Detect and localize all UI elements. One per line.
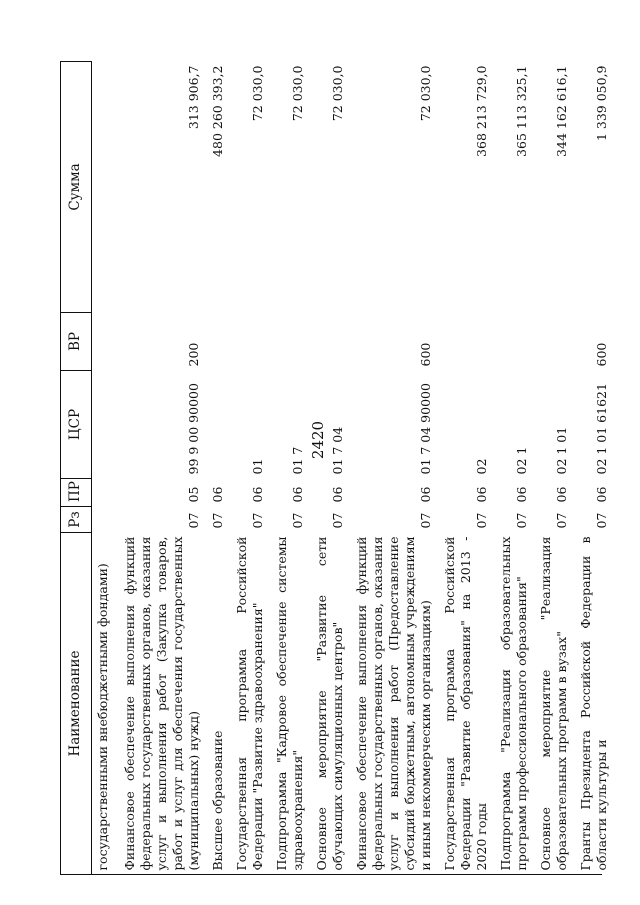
cell-vr — [273, 313, 313, 371]
cell-vr — [497, 313, 537, 371]
cell-rz: 07 — [210, 512, 225, 529]
cell-vr — [313, 313, 353, 371]
cell-pr: 06 — [250, 486, 265, 503]
cell-csr — [209, 371, 233, 479]
cell-csr: 02 1 — [514, 446, 529, 475]
cell-name: Государственная программа Российской Федерации "Развитие здравоохранения" — [234, 536, 265, 871]
cell-name: Финансовое обеспечение выполнения функций федеральных государственных органов, оказания услуг и выполнения работ (Закупка товаров, работ и услуг для обеспечения государственных (муниципальных) нужд) — [122, 536, 201, 871]
table-row — [92, 62, 122, 875]
budget-table — [60, 61, 617, 875]
cell-name: Государственная программа Российской Федерации "Развитие образования" на 2013 - 2020 годы — [442, 536, 489, 871]
header-pr: ПР — [61, 479, 92, 507]
table-header-row — [61, 62, 92, 875]
cell-rz: 07 — [330, 512, 345, 529]
table-row — [353, 62, 441, 875]
cell-sum: 72 030,0 — [290, 65, 305, 122]
cell-name: Основное мероприятие "Реализация образовательных программ в вузах" — [538, 536, 569, 871]
cell-vr — [92, 313, 122, 371]
cell-sum: 365 113 325,1 — [514, 65, 529, 157]
cell-csr: 02 1 01 — [554, 426, 569, 475]
cell-vr — [537, 313, 577, 371]
cell-vr — [441, 313, 497, 371]
table-row — [209, 62, 233, 875]
budget-table-container — [60, 62, 609, 875]
cell-rz: 07 — [250, 512, 265, 529]
cell-csr: 02 1 01 61621 — [594, 383, 609, 475]
cell-vr: 200 — [186, 342, 201, 367]
cell-name: государственными внебюджетными фондами) — [95, 563, 110, 871]
cell-csr — [92, 371, 122, 479]
header-rz: Рз — [61, 507, 92, 533]
header-sum: Сумма — [61, 62, 92, 313]
cell-rz: 07 — [514, 512, 529, 529]
cell-pr: 06 — [554, 486, 569, 503]
page-number: 2420 — [309, 420, 327, 460]
cell-name: Подпрограмма "Кадровое обеспечение системы здравоохранения" — [274, 536, 305, 871]
cell-rz: 07 — [474, 512, 489, 529]
cell-vr: 600 — [418, 342, 433, 367]
table-left-border — [90, 874, 602, 875]
table-row — [313, 62, 353, 875]
table-row — [273, 62, 313, 875]
cell-csr: 01 7 04 — [330, 426, 345, 475]
table-row — [537, 62, 577, 875]
cell-rz: 07 — [290, 512, 305, 529]
cell-name: Финансовое обеспечение выполнения функций федеральных государственных органов, оказания услуг и выполнения работ (Предоставление субсидий бюджетным, автономным учреждениям и иным некоммерческим организациям) — [354, 536, 433, 871]
header-vr: ВР — [61, 313, 92, 371]
cell-pr: 06 — [474, 486, 489, 503]
cell-sum: 1 339 050,9 — [594, 65, 609, 142]
cell-csr: 01 7 — [290, 446, 305, 475]
table-row — [497, 62, 537, 875]
cell-sum — [92, 62, 122, 313]
cell-vr: 600 — [594, 342, 609, 367]
cell-pr: 06 — [330, 486, 345, 503]
cell-pr: 06 — [594, 486, 609, 503]
cell-pr: 05 — [186, 486, 201, 503]
cell-pr: 06 — [514, 486, 529, 503]
cell-vr — [233, 313, 273, 371]
cell-pr: 06 — [418, 486, 433, 503]
cell-name: Основное мероприятие "Развитие сети обучающих симуляционных центров" — [314, 536, 345, 871]
cell-sum: 72 030,0 — [418, 65, 433, 122]
cell-name: Высшее образование — [210, 730, 225, 871]
cell-rz: 07 — [418, 512, 433, 529]
cell-sum: 368 213 729,0 — [474, 65, 489, 157]
cell-rz: 07 — [554, 512, 569, 529]
cell-csr: 01 7 04 90000 — [418, 383, 433, 475]
cell-sum: 480 260 393,2 — [210, 65, 225, 157]
cell-csr: 99 9 00 90000 — [186, 383, 201, 475]
cell-pr — [92, 479, 122, 507]
cell-csr: 01 — [250, 458, 265, 475]
table-row — [441, 62, 497, 875]
cell-rz: 07 — [594, 512, 609, 529]
table-row — [121, 62, 209, 875]
cell-sum: 72 030,0 — [250, 65, 265, 122]
cell-rz — [92, 507, 122, 533]
cell-name: Гранты Президента Российской Федерации в области культуры и — [578, 536, 609, 871]
table-row — [577, 62, 617, 875]
header-csr: ЦСР — [61, 371, 92, 479]
cell-name: Подпрограмма "Реализация образовательных программ профессионального образования" — [498, 536, 529, 871]
cell-pr: 06 — [210, 486, 225, 503]
header-name: Наименование — [61, 533, 92, 875]
cell-pr: 06 — [290, 486, 305, 503]
table-row — [233, 62, 273, 875]
cell-sum: 344 162 616,1 — [554, 65, 569, 157]
cell-sum: 313 906,7 — [186, 65, 201, 130]
cell-rz: 07 — [186, 512, 201, 529]
cell-sum: 72 030,0 — [330, 65, 345, 122]
cell-vr — [209, 313, 233, 371]
cell-csr: 02 — [474, 458, 489, 475]
